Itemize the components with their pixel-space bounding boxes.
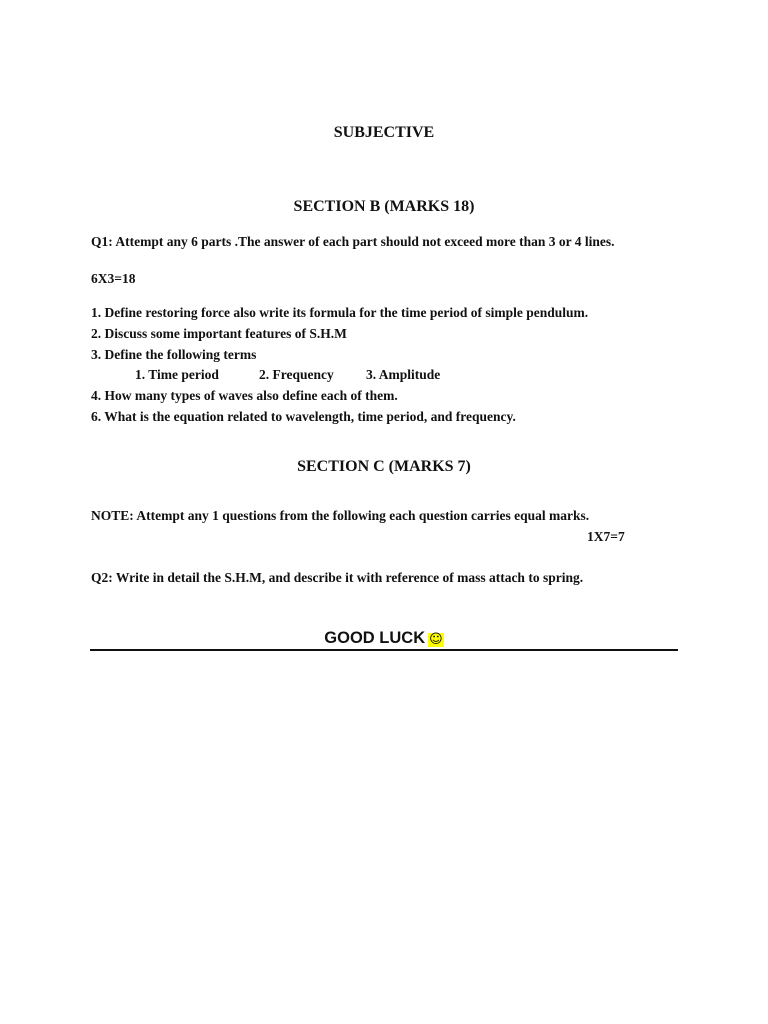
- q2-question: Q2: Write in detail the S.H.M, and describe it with reference of mass attach to spring.: [91, 570, 584, 585]
- term-frequency: 2. Frequency: [259, 367, 334, 382]
- q1-instruction: Q1: Attempt any 6 parts .The answer of each part should not exceed more than 3 or 4 lines.: [91, 234, 615, 249]
- term-amplitude: 3. Amplitude: [366, 367, 441, 382]
- footer-divider: [90, 649, 678, 651]
- question-item-3: 3. Define the following terms: [91, 347, 257, 362]
- question-item-1: 1. Define restoring force also write its formula for the time period of simple pendulum.: [91, 305, 589, 320]
- smiley-icon: ☺: [429, 632, 443, 647]
- good-luck-text: GOOD LUCK: [324, 629, 426, 647]
- question-item-6: 6. What is the equation related to wavelength, time period, and frequency.: [91, 409, 516, 424]
- question-item-2: 2. Discuss some important features of S.H.M: [91, 326, 347, 341]
- section-b-marks-formula: 6X3=18: [91, 271, 136, 286]
- section-c-marks-formula: 1X7=7: [587, 529, 625, 544]
- section-c-note: NOTE: Attempt any 1 questions from the following each question carries equal marks.: [91, 508, 590, 523]
- term-time-period: 1. Time period: [135, 367, 219, 382]
- good-luck-footer: [0, 627, 768, 649]
- section-c-heading: SECTION C (MARKS 7): [297, 458, 471, 475]
- question-item-4: 4. How many types of waves also define each of them.: [91, 388, 398, 403]
- section-b-heading: SECTION B (MARKS 18): [293, 198, 475, 215]
- page-title: SUBJECTIVE: [333, 124, 435, 141]
